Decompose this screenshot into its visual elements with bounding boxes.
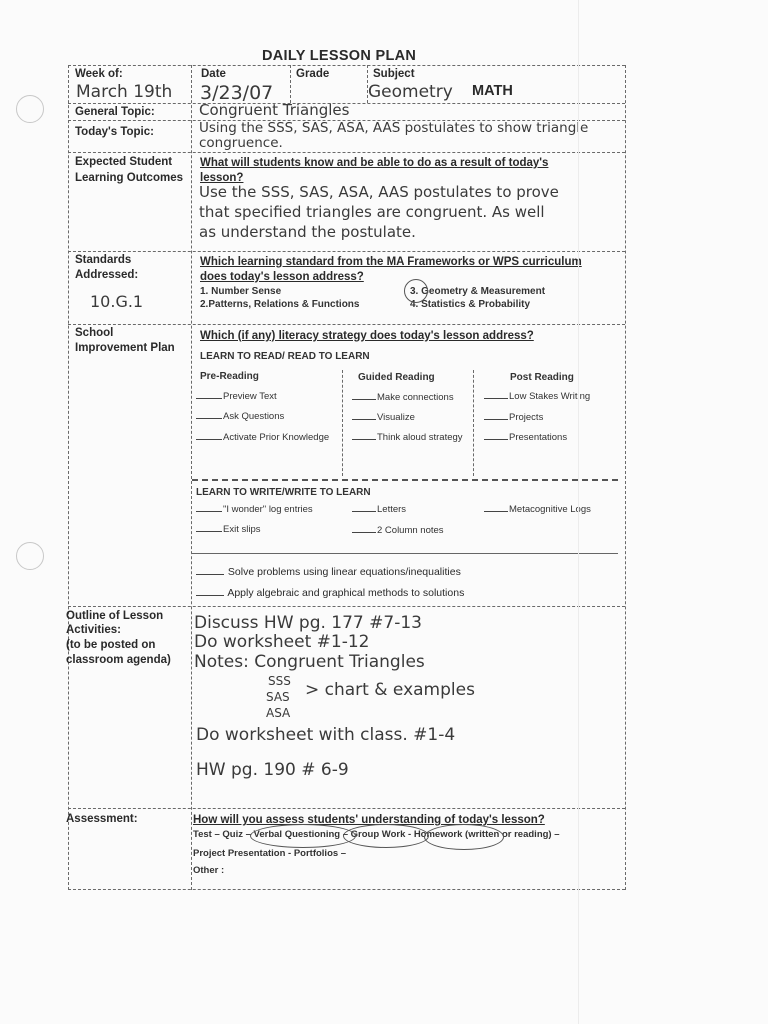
standard-option-1: 1. Number Sense xyxy=(200,286,282,297)
read-write-separator xyxy=(192,479,618,481)
pre-reading-item-label: Preview Text xyxy=(223,391,277,402)
standard-option-4: 4. Statistics & Probability xyxy=(410,299,531,310)
grade-label: Grade xyxy=(296,68,330,80)
row-divider xyxy=(68,324,625,325)
pre-reading-item xyxy=(196,391,277,402)
guided-reading-item-label: Make connections xyxy=(377,392,454,403)
subject-handwritten: Geometry xyxy=(368,82,453,102)
postulate-asa: ASA xyxy=(266,706,291,720)
guided-reading-heading: Guided Reading xyxy=(358,372,435,383)
binder-hole-mark xyxy=(16,95,44,123)
pre-reading-item-label: Ask Questions xyxy=(223,411,285,422)
row-divider xyxy=(68,251,625,252)
read-heading: LEARN TO READ/ READ TO LEARN xyxy=(200,351,370,362)
write-heading: LEARN TO WRITE/WRITE TO LEARN xyxy=(196,487,371,498)
outline-label-2: Activities: xyxy=(66,624,121,636)
todays-topic-label: Today's Topic: xyxy=(75,126,154,138)
outcomes-question-2: lesson? xyxy=(200,172,244,184)
postulate-sss: SSS xyxy=(268,674,291,688)
general-topic-value: Congruent Triangles xyxy=(199,101,350,119)
assessment-line-2: Project Presentation - Portfolios – xyxy=(193,848,347,859)
date-label: Date xyxy=(201,68,226,80)
standards-question-1: Which learning standard from the MA Frameworks or WPS curriculum xyxy=(200,256,582,268)
assessment-line-1: Test – Quiz – Verbal Questioning – Group Work - Homework (written or reading) – xyxy=(193,829,560,840)
selected-standard-circle xyxy=(404,279,428,303)
post-reading-item xyxy=(484,432,567,443)
math-item xyxy=(196,587,464,599)
homework-circle xyxy=(424,824,504,850)
guided-reading-item xyxy=(352,432,463,443)
outline-label-1: Outline of Lesson xyxy=(66,610,164,622)
row-divider xyxy=(68,152,625,153)
row-divider xyxy=(68,808,625,809)
outcomes-question-1: What will students know and be able to do as a result of today's xyxy=(200,157,549,169)
group-work-circle xyxy=(343,824,429,848)
outline-worksheet-line: Do worksheet with class. #1-4 xyxy=(196,725,456,745)
general-topic-label: General Topic: xyxy=(75,106,155,118)
assessment-question: How will you assess students' understanding of today's lesson? xyxy=(193,814,545,826)
math-item-label: Solve problems using linear equations/inequalities xyxy=(227,566,461,578)
post-reading-item-label: Projects xyxy=(509,412,544,423)
outline-line-3: Notes: Congruent Triangles xyxy=(194,652,425,672)
reading-column-divider xyxy=(473,370,474,476)
outcomes-answer-1: Use the SSS, SAS, ASA, AAS postulates to prove xyxy=(199,183,559,201)
sip-question: Which (if any) literacy strategy does today's lesson address? xyxy=(200,330,534,342)
row-divider xyxy=(68,606,625,607)
post-reading-item-label: Low Stakes Writing xyxy=(509,391,591,402)
left-border xyxy=(68,65,69,890)
post-reading-item-label: Presentations xyxy=(509,432,568,443)
pre-reading-item xyxy=(196,411,284,422)
header-divider-grade xyxy=(290,65,291,103)
page-title: DAILY LESSON PLAN xyxy=(262,48,417,64)
top-border xyxy=(68,65,625,66)
standard-option-2: 2.Patterns, Relations & Functions xyxy=(200,299,360,310)
right-border xyxy=(625,65,626,890)
write-item xyxy=(196,504,313,515)
assessment-line-3: Other : xyxy=(193,865,225,876)
binder-hole-mark xyxy=(16,542,44,570)
guided-reading-item xyxy=(352,412,415,423)
pre-reading-item-label: Activate Prior Knowledge xyxy=(223,432,330,443)
assessment-label: Assessment: xyxy=(66,813,138,825)
chart-note: > chart & examples xyxy=(305,680,475,700)
subject-value: MATH xyxy=(472,83,513,99)
standards-label-1: Standards xyxy=(75,254,132,266)
week-label: Week of: xyxy=(75,68,123,80)
standards-question-2: does today's lesson address? xyxy=(200,271,364,283)
write-item xyxy=(352,504,406,515)
reading-column-divider xyxy=(342,370,343,476)
post-reading-item xyxy=(484,412,543,423)
standards-code: 10.G.1 xyxy=(90,292,144,311)
write-item xyxy=(484,504,591,515)
column-divider xyxy=(191,65,192,890)
pre-reading-heading: Pre-Reading xyxy=(200,371,259,382)
write-item xyxy=(352,525,444,536)
math-item-label: Apply algebraic and graphical methods to solutions xyxy=(227,587,465,599)
sip-label-2: Improvement Plan xyxy=(75,342,175,354)
scan-edge-line xyxy=(578,0,579,1024)
outcomes-label-1: Expected Student xyxy=(75,156,173,168)
outline-line-2: Do worksheet #1-12 xyxy=(194,632,370,652)
sip-label-1: School xyxy=(75,327,114,339)
date-value: 3/23/07 xyxy=(200,82,274,104)
todays-topic-value: Using the SSS, SAS, ASA, AAS postulates to show triangle congruence. xyxy=(199,120,589,151)
outline-label-3: (to be posted on xyxy=(66,639,156,651)
math-item xyxy=(196,566,461,578)
subject-label: Subject xyxy=(373,68,415,80)
write-item-label: Metacognitive Logs xyxy=(509,504,591,515)
guided-reading-item-label: Think aloud strategy xyxy=(377,432,463,443)
outline-hw-line: HW pg. 190 # 6-9 xyxy=(196,760,349,780)
outline-line-1: Discuss HW pg. 177 #7-13 xyxy=(194,613,422,633)
week-value: March 19th xyxy=(76,82,173,102)
bottom-border xyxy=(68,889,625,890)
outcomes-answer-3: as understand the postulate. xyxy=(199,223,416,241)
standards-label-2: Addressed: xyxy=(75,269,139,281)
post-reading-heading: Post Reading xyxy=(510,372,574,383)
standard-option-3: 3. Geometry & Measurement xyxy=(410,286,546,297)
math-separator xyxy=(192,553,618,554)
postulate-sas: SAS xyxy=(266,690,290,704)
pre-reading-item xyxy=(196,432,329,443)
outcomes-label-2: Learning Outcomes xyxy=(75,172,183,184)
write-item-label: "I wonder" log entries xyxy=(223,504,313,515)
outline-label-4: classroom agenda) xyxy=(66,654,171,666)
write-item-label: Letters xyxy=(377,504,407,515)
guided-reading-item xyxy=(352,392,454,403)
guided-reading-item-label: Visualize xyxy=(377,412,415,423)
outcomes-answer-2: that specified triangles are congruent. As well xyxy=(199,203,545,221)
write-item xyxy=(196,524,260,535)
write-item-label: 2 Column notes xyxy=(377,525,444,536)
verbal-questioning-circle xyxy=(250,824,356,848)
post-reading-item xyxy=(484,391,590,402)
write-item-label: Exit slips xyxy=(223,524,261,535)
